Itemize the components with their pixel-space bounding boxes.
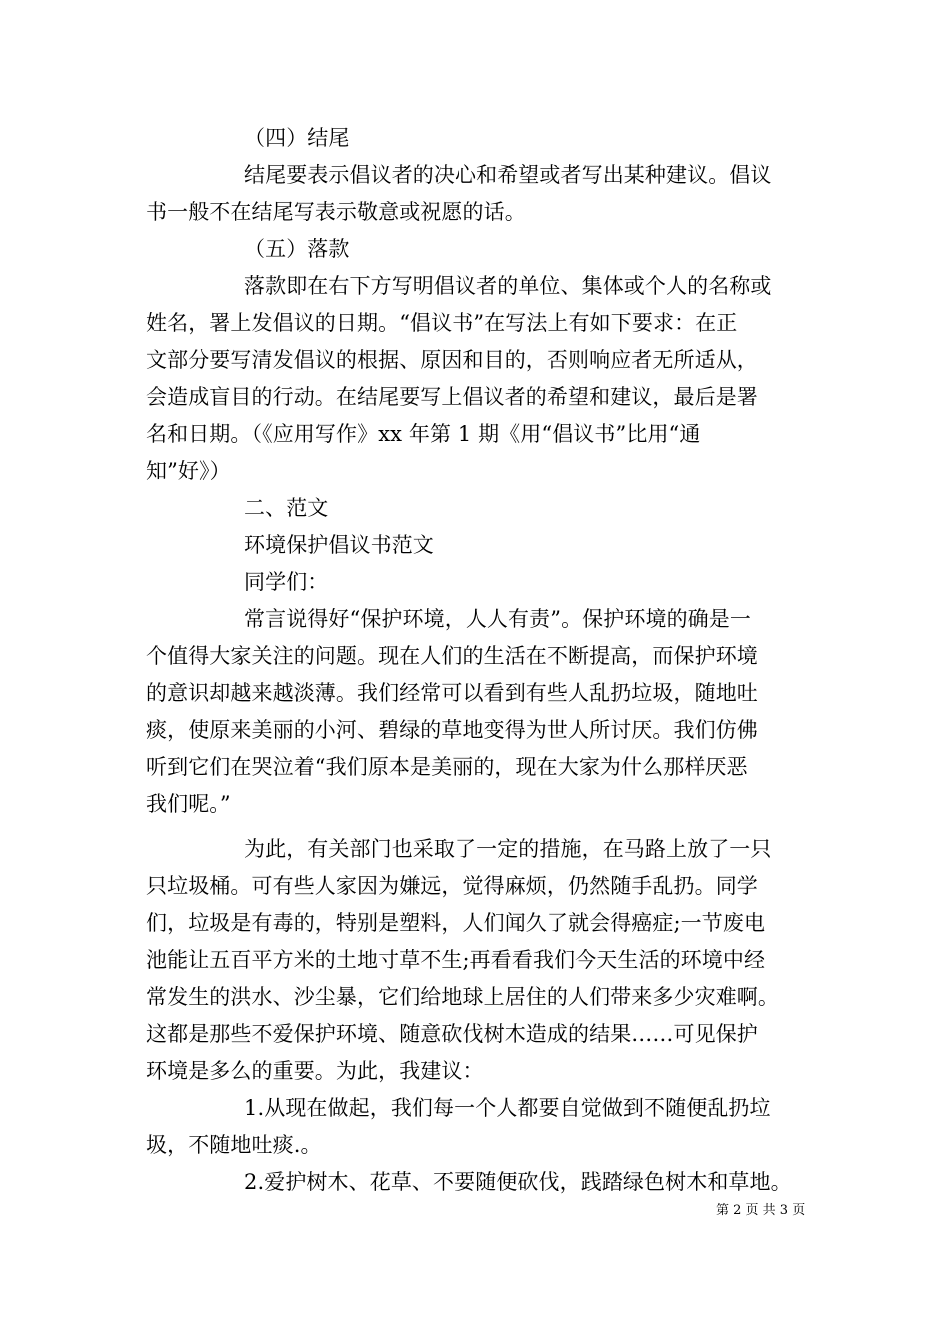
paragraph-line: 常言说得好“保护环境，人人有责”。保护环境的确是一 bbox=[244, 607, 751, 631]
paragraph-line: 我们呢。” bbox=[146, 792, 231, 816]
paragraph-line: 姓名，署上发倡议的日期。“倡议书”在写法上有如下要求：在正 bbox=[146, 311, 738, 335]
sample-title: 环境保护倡议书范文 bbox=[244, 533, 434, 557]
paragraph-line: 为此，有关部门也采取了一定的措施，在马路上放了一只 bbox=[244, 837, 772, 861]
paragraph-line: 书一般不在结尾写表示敬意或祝愿的话。 bbox=[146, 200, 526, 224]
page-number: 第 2 页 共 3 页 bbox=[716, 1203, 806, 1218]
paragraph-line: 的意识却越来越淡薄。我们经常可以看到有些人乱扔垃圾，随地吐 bbox=[146, 681, 758, 705]
paragraph-line: 们，垃圾是有毒的，特别是塑料，人们闻久了就会得癌症;一节废电 bbox=[146, 911, 766, 935]
paragraph-line: 池能让五百平方米的土地寸草不生;再看看我们今天生活的环境中经 bbox=[146, 948, 766, 972]
paragraph-line: 只垃圾桶。可有些人家因为嫌远，觉得麻烦，仍然随手乱扔。同学 bbox=[146, 874, 758, 898]
list-item: 1.从现在做起，我们每一个人都要自觉做到不随便乱扔垃 bbox=[244, 1096, 771, 1120]
list-item: 2.爱护树木、花草、不要随便砍伐，践踏绿色树木和草地。 bbox=[244, 1170, 792, 1194]
paragraph-line: 痰，使原来美丽的小河、碧绿的草地变得为世人所讨厌。我们仿佛 bbox=[146, 718, 758, 742]
list-item: 圾，不随地吐痰.。 bbox=[146, 1133, 322, 1157]
document-body bbox=[146, 120, 818, 1201]
paragraph-line: 听到它们在哭泣着“我们原本是美丽的，现在大家为什么那样厌恶 bbox=[146, 755, 748, 779]
paragraph-line: 知”好》） bbox=[146, 459, 231, 483]
paragraph-line: 环境是多么的重要。为此，我建议： bbox=[146, 1059, 484, 1083]
paragraph-line: 这都是那些不爱保护环境、随意砍伐树木造成的结果……可见保护 bbox=[146, 1022, 758, 1046]
salutation: 同学们： bbox=[244, 570, 329, 594]
section-heading-signature: （五）落款 bbox=[244, 237, 350, 261]
paragraph-line: 个值得大家关注的问题。现在人们的生活在不断提高，而保护环境 bbox=[146, 644, 758, 668]
paragraph-line: 文部分要写清发倡议的根据、原因和目的，否则响应者无所适从， bbox=[146, 348, 758, 372]
paragraph-line: 结尾要表示倡议者的决心和希望或者写出某种建议。倡议 bbox=[244, 163, 772, 187]
paragraph-line: 名和日期。（《应用写作》xx 年第 1 期《用“倡议书”比用“通 bbox=[146, 422, 701, 446]
paragraph-line: 落款即在右下方写明倡议者的单位、集体或个人的名称或 bbox=[244, 274, 772, 298]
section-heading-sample: 二、范文 bbox=[244, 496, 329, 520]
paragraph-line: 常发生的洪水、沙尘暴，它们给地球上居住的人们带来多少灾难啊。 bbox=[146, 985, 779, 1009]
section-heading-ending: （四）结尾 bbox=[244, 126, 350, 150]
paragraph-line: 会造成盲目的行动。在结尾要写上倡议者的希望和建议，最后是署 bbox=[146, 385, 758, 409]
